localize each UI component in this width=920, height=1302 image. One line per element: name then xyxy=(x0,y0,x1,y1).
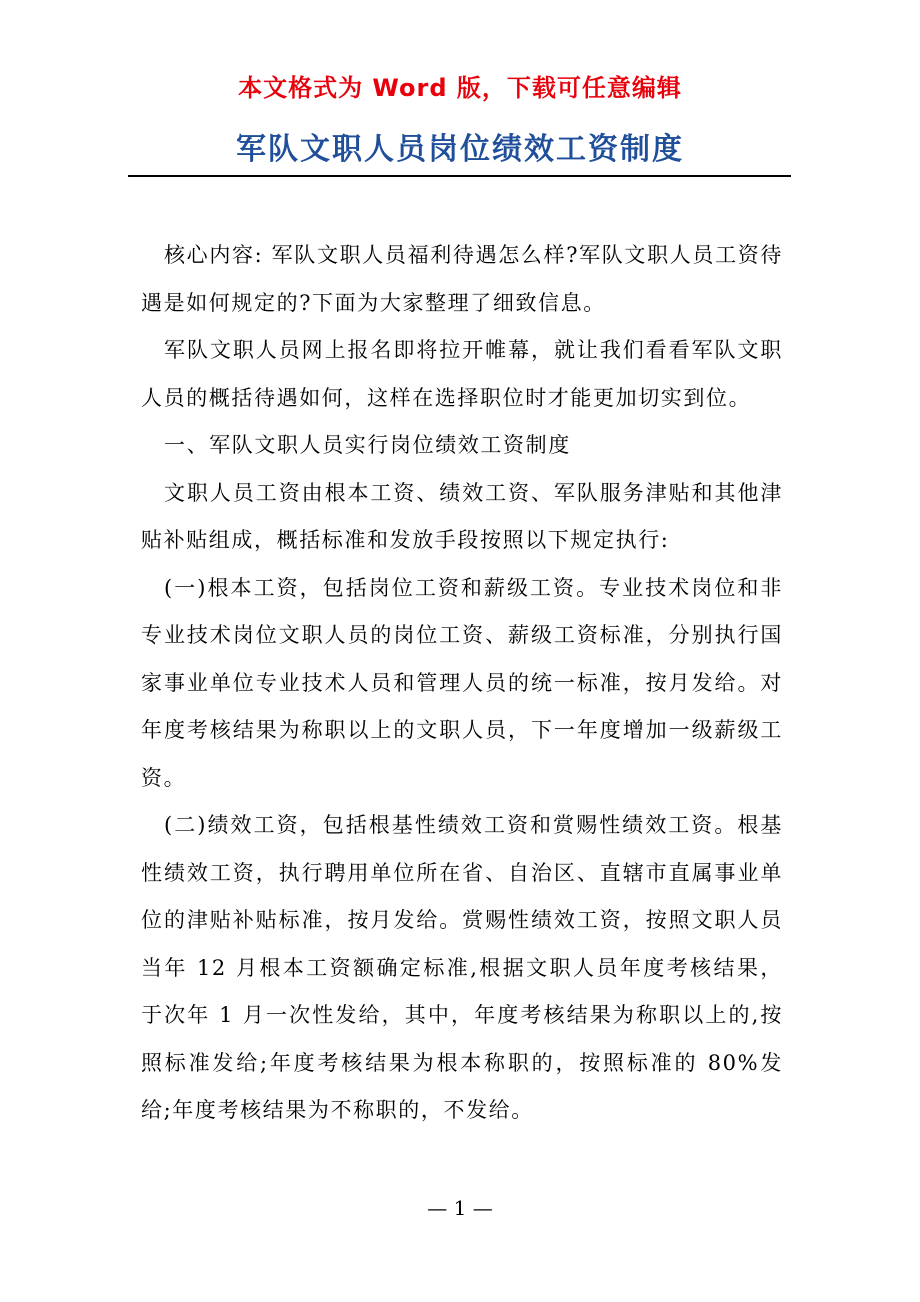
section-heading-1: 一、军队文职人员实行岗位绩效工资制度 xyxy=(164,433,571,457)
paragraph-performance-salary: (二)绩效工资，包括根基性绩效工资和赏赐性绩效工资。根基性绩效工资，执行聘用单位所在省、自治区、直辖市直属事业单位的津贴补贴标准，按月发给。赏赐性绩效工资，按照文职人员当年 12 月根本工资额确定标准,根据文职人员年度考核结果，于次年 1 月一次性发给，其中，年度考核结果为称职以上的,按照标准发给;年度考核结果为根本称职的，按照标准的 80%发给;年度考核结果为不称职的，不发给。 xyxy=(141,813,783,1122)
document-body xyxy=(141,232,783,1135)
format-notice: 本文格式为 Word 版，下载可任意编辑 xyxy=(238,74,682,102)
paragraph-intro: 核心内容: 军队文职人员福利待遇怎么样?军队文职人员工资待遇是如何规定的?下面为大家整理了细致信息。 xyxy=(141,243,783,315)
title-divider xyxy=(128,175,791,177)
paragraph-salary-composition: 文职人员工资由根本工资、绩效工资、军队服务津贴和其他津贴补贴组成，概括标准和发放手段按照以下规定执行: xyxy=(141,480,783,552)
document-title: 军队文职人员岗位绩效工资制度 xyxy=(236,132,684,167)
paragraph-basic-salary: (一)根本工资，包括岗位工资和薪级工资。专业技术岗位和非专业技术岗位文职人员的岗位工资、薪级工资标准，分别执行国家事业单位专业技术人员和管理人员的统一标准，按月发给。对年度考核结果为称职以上的文职人员，下一年度增加一级薪级工资。 xyxy=(141,575,783,790)
page-number: — 1 — xyxy=(427,1196,493,1220)
paragraph-registration: 军队文职人员网上报名即将拉开帷幕，就让我们看看军队文职人员的概括待遇如何，这样在选择职位时才能更加切实到位。 xyxy=(141,338,783,410)
